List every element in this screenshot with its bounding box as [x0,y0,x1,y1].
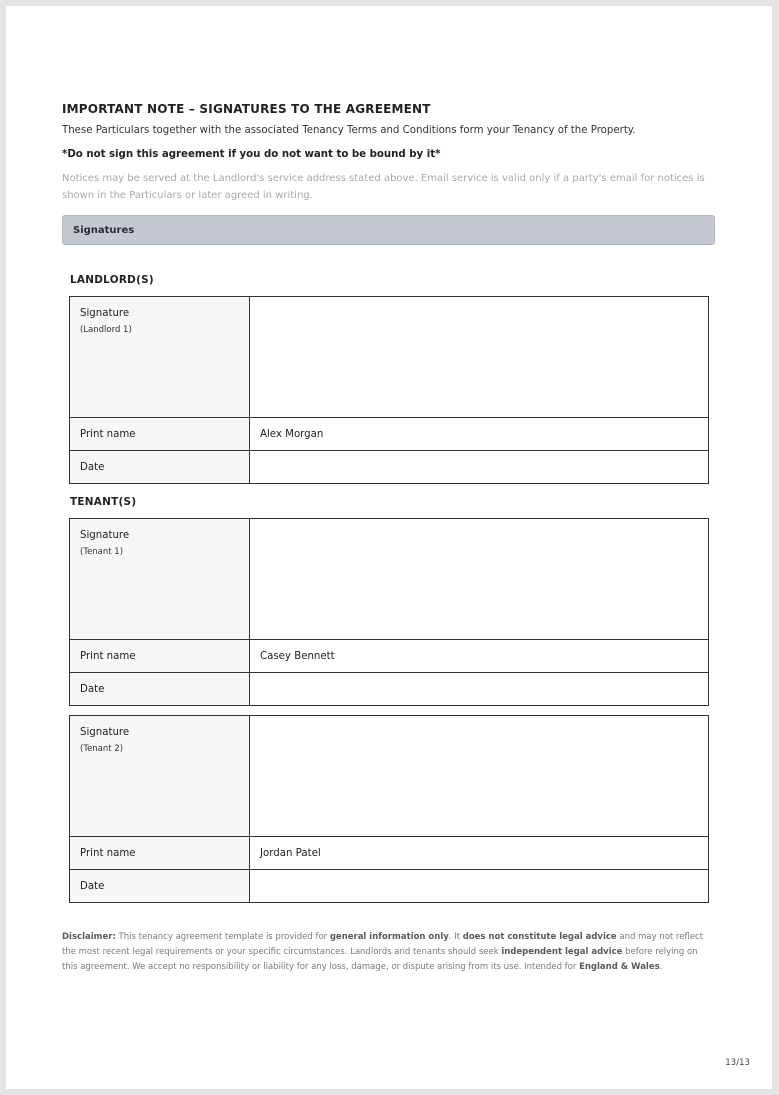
tenant-2-date-field[interactable] [250,870,709,903]
disclaimer-emphasis: does not constitute legal advice [462,932,617,942]
tenant-2-signature-field[interactable] [250,716,709,837]
date-label: Date [70,673,250,706]
disclaimer-emphasis: independent legal advice [501,947,623,957]
print-name-label: Print name [70,640,250,673]
signatures-section-bar [62,215,715,245]
document-page [6,6,772,1089]
date-label: Date [70,870,250,903]
disclaimer-part: . It [448,932,463,942]
signature-label-cell [70,519,250,640]
tenant-2-signature-table [69,715,709,903]
tenant-2-print-name-field[interactable]: Jordan Patel [250,837,709,870]
important-note-title: IMPORTANT NOTE – SIGNATURES TO THE AGREEMENT [62,102,431,116]
intro-text: These Particulars together with the associated Tenancy Terms and Conditions form your Tenancy of the Property. [62,125,636,136]
landlord-1-date-field[interactable] [250,451,709,484]
signature-label-cell [70,716,250,837]
disclaimer-part: and may not reflect the most recent legal requirements or your specific circumstances. Landlords and tenants should seek [62,932,704,957]
section-title: Signatures [73,225,135,236]
landlord-1-role: (Landlord 1) [80,325,132,335]
landlord-1-signature-table [69,296,709,484]
signature-label: Signature [80,727,130,738]
disclaimer-part: This tenancy agreement template is provided for [115,932,330,942]
warning-text: *Do not sign this agreement if you do not want to be bound by it* [62,149,441,160]
tenant-2-role: (Tenant 2) [80,744,124,754]
page-number: 13/13 [725,1058,750,1068]
print-name-label: Print name [70,837,250,870]
tenants-heading: TENANT(S) [70,496,137,508]
signature-label: Signature [80,530,130,541]
signature-label-cell [70,297,250,418]
disclaimer-part: . [659,962,663,972]
tenant-1-print-name-field[interactable]: Casey Bennett [250,640,709,673]
notice-text: Notices may be served at the Landlord's service address stated above. Email service is valid only if a party's email for notices is shown in the Particulars or later agreed in writing. [62,173,705,201]
landlord-1-signature-field[interactable] [250,297,709,418]
disclaimer-label: Disclaimer: [62,932,116,942]
tenant-1-date-field[interactable] [250,673,709,706]
landlord-1-print-name-field[interactable]: Alex Morgan [250,418,709,451]
disclaimer-text [62,930,710,975]
tenant-1-signature-field[interactable] [250,519,709,640]
tenant-1-signature-table [69,518,709,706]
disclaimer-part: before relying on this agreement. We accept no responsibility or liability for any loss, damage, or dispute arising from its use. Intended for [62,947,698,972]
print-name-label: Print name [70,418,250,451]
disclaimer-emphasis: England & Wales [579,962,660,972]
disclaimer-emphasis: general information only [329,932,449,942]
date-label: Date [70,451,250,484]
signature-label: Signature [80,308,130,319]
landlords-heading: LANDLORD(S) [70,274,154,286]
tenant-1-role: (Tenant 1) [80,547,124,557]
